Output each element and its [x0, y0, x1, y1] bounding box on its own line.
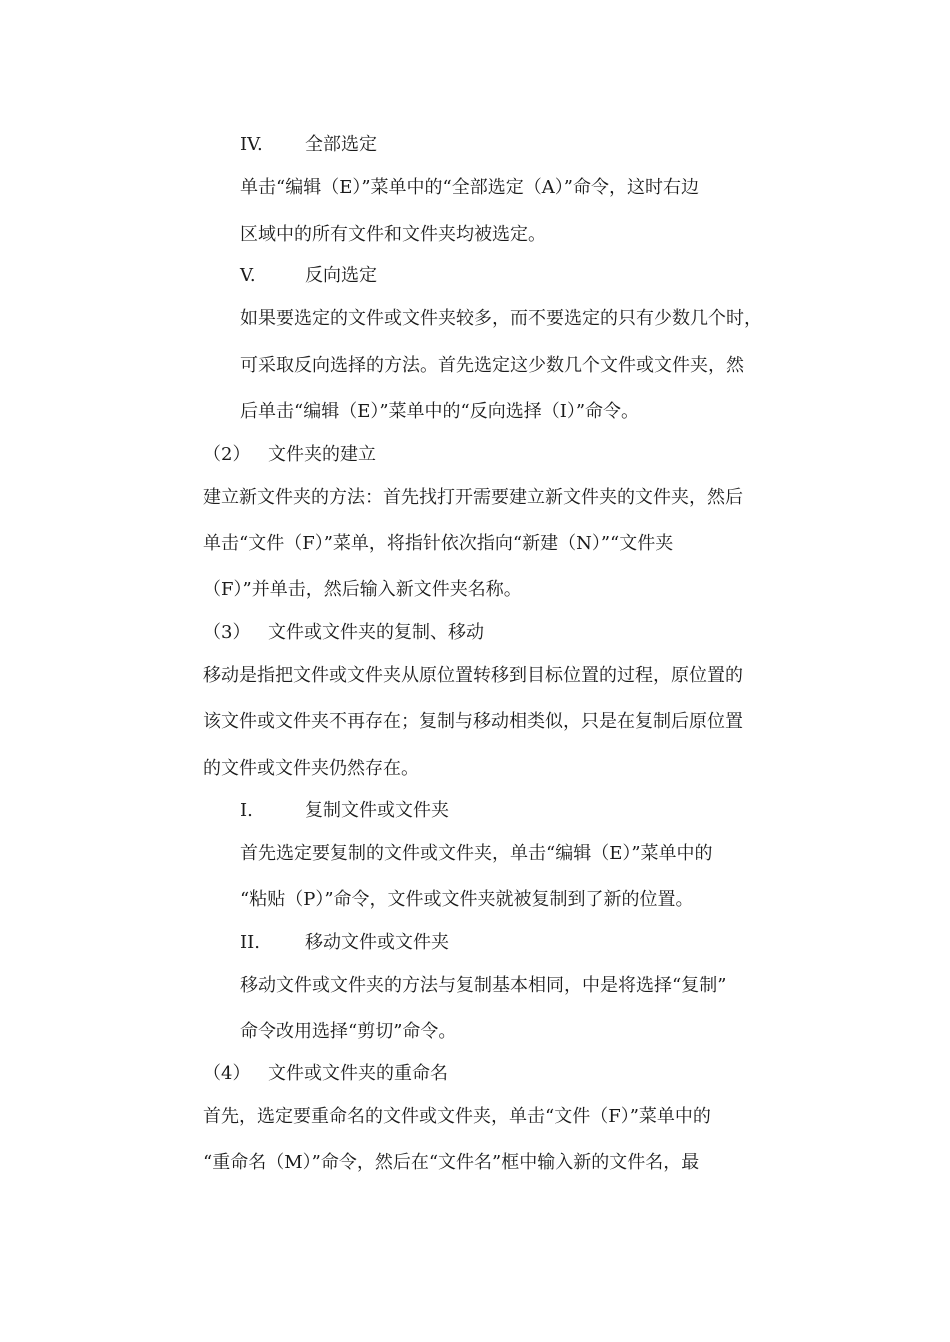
section-number: （4） — [203, 1063, 251, 1084]
subheading-title: 全部选定 — [305, 134, 377, 155]
subheading-number: IV. — [240, 134, 263, 155]
paragraph-line: 的文件或文件夹仍然存在。 — [203, 758, 419, 779]
paragraph-line: 如果要选定的文件或文件夹较多，而不要选定的只有少数几个时， — [240, 308, 762, 329]
paragraph-line: 移动文件或文件夹的方法与复制基本相同，中是将选择“复制” — [240, 975, 727, 996]
section-title: 文件或文件夹的复制、移动 — [268, 622, 484, 643]
paragraph-line: 建立新文件夹的方法：首先找打开需要建立新文件夹的文件夹，然后 — [203, 487, 743, 508]
paragraph-line: 首先，选定要重命名的文件或文件夹，单击“文件（F）”菜单中的 — [203, 1106, 711, 1127]
paragraph-line: 区域中的所有文件和文件夹均被选定。 — [240, 224, 546, 245]
paragraph-line: 单击“编辑（E）”菜单中的“全部选定（A）”命令，这时右边 — [240, 177, 699, 198]
section-title: 文件或文件夹的重命名 — [268, 1063, 448, 1084]
paragraph-line: 后单击“编辑（E）”菜单中的“反向选择（I）”命令。 — [240, 401, 640, 422]
section-number: （2） — [203, 444, 251, 465]
subheading-title: 复制文件或文件夹 — [305, 800, 449, 821]
paragraph-line: 单击“文件（F）”菜单，将指针依次指向“新建（N）”“文件夹 — [203, 533, 674, 554]
subheading-number: V. — [240, 265, 256, 286]
paragraph-line: 可采取反向选择的方法。首先选定这少数几个文件或文件夹，然 — [240, 355, 744, 376]
paragraph-line: “重命名（M）”命令，然后在“文件名”框中输入新的文件名，最 — [203, 1152, 700, 1173]
subheading-number: II. — [240, 932, 260, 953]
paragraph-line: 移动是指把文件或文件夹从原位置转移到目标位置的过程，原位置的 — [203, 665, 743, 686]
section-title: 文件夹的建立 — [268, 444, 376, 465]
subheading-number: I. — [240, 800, 253, 821]
subheading-title: 移动文件或文件夹 — [305, 932, 449, 953]
paragraph-line: 命令改用选择“剪切”命令。 — [240, 1021, 457, 1042]
subheading-title: 反向选定 — [305, 265, 377, 286]
section-number: （3） — [203, 622, 251, 643]
paragraph-line: “粘贴（P）”命令，文件或文件夹就被复制到了新的位置。 — [240, 889, 694, 910]
paragraph-line: （F）”并单击，然后输入新文件夹名称。 — [203, 579, 522, 600]
paragraph-line: 首先选定要复制的文件或文件夹，单击“编辑（E）”菜单中的 — [240, 843, 713, 864]
paragraph-line: 该文件或文件夹不再存在；复制与移动相类似，只是在复制后原位置 — [203, 711, 743, 732]
